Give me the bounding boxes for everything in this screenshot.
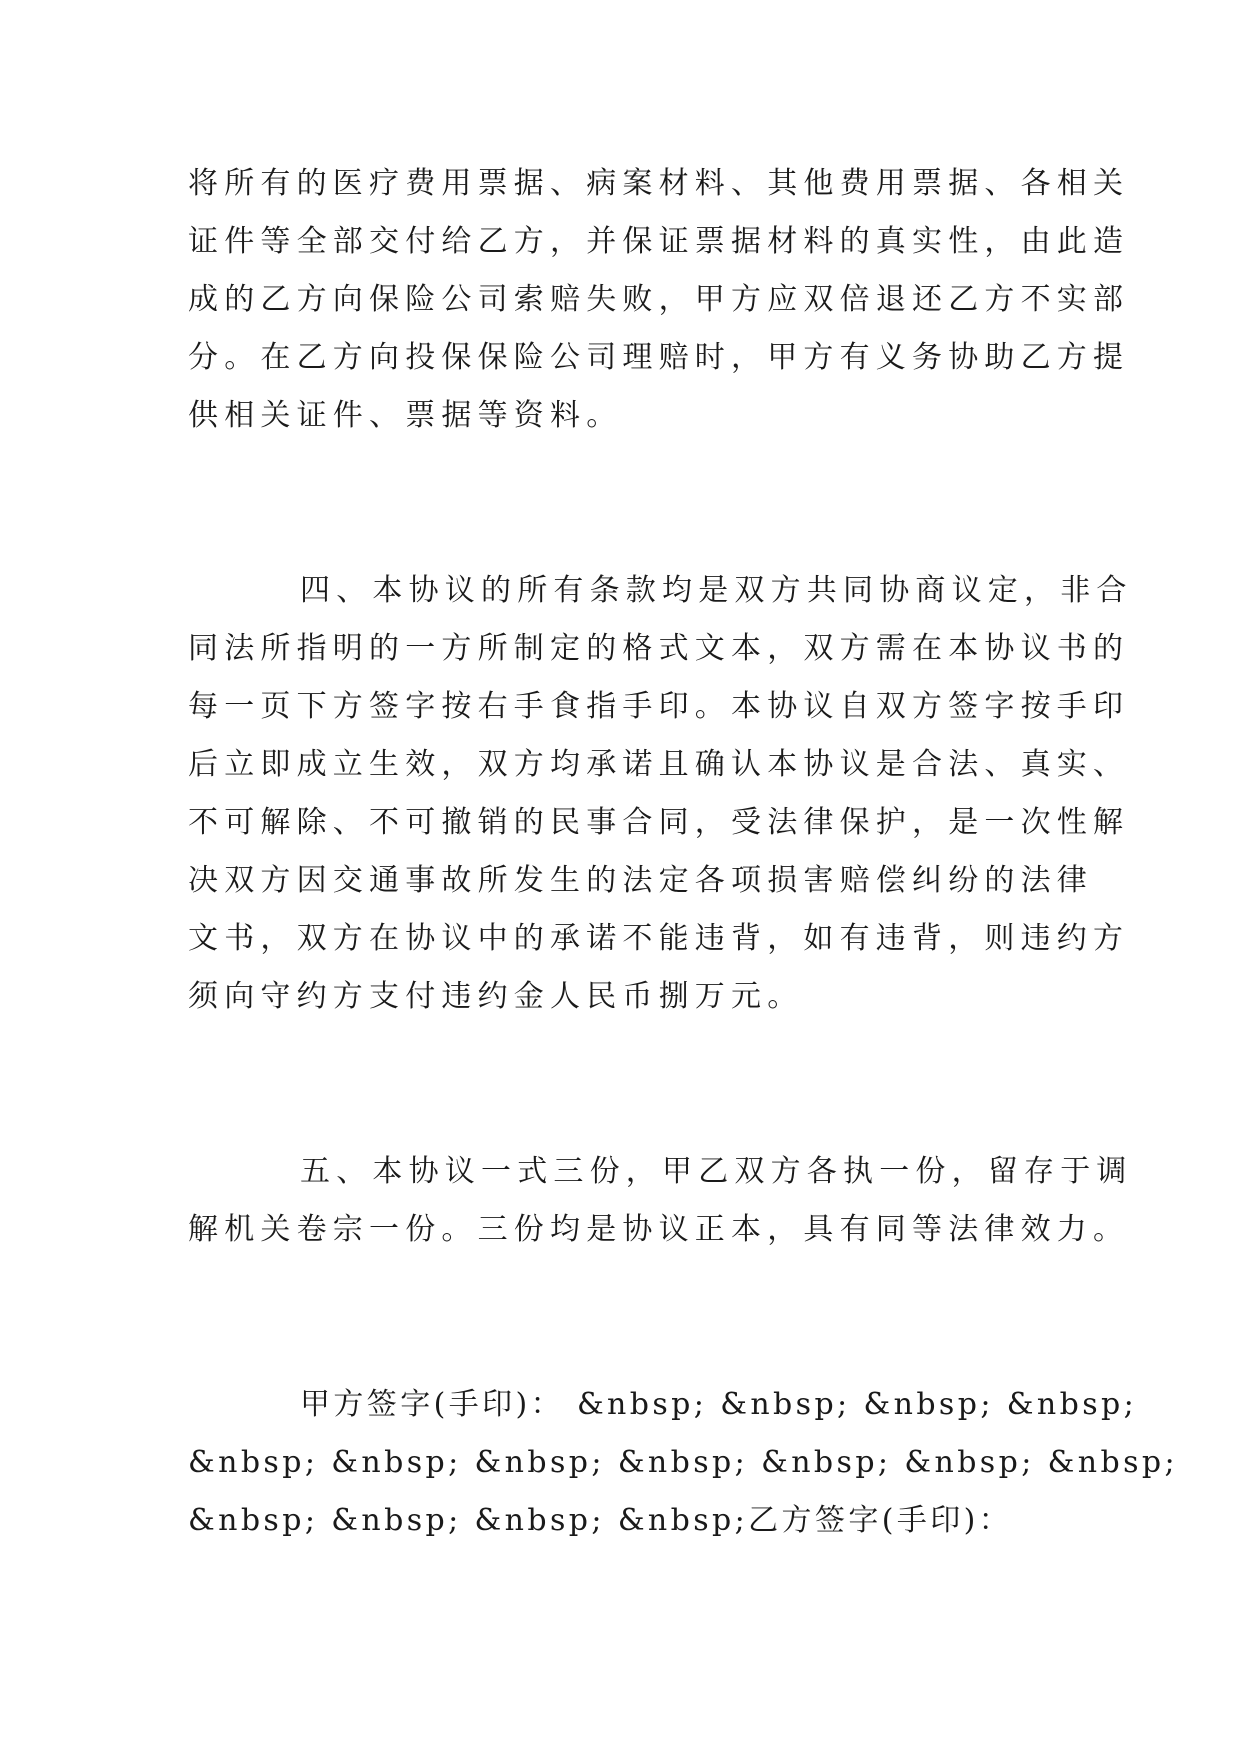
clause-four-line-8: 须向守约方支付违约金人民币捌万元。	[188, 979, 804, 1014]
clause-four-line-4: 后立即成立生效，双方均承诺且确认本协议是合法、真实、	[188, 747, 1130, 782]
clause-four-line-5: 不可解除、不可撤销的民事合同，受法律保护，是一次性解	[188, 805, 1130, 840]
paragraph-1-line-3: 成的乙方向保险公司索赔失败，甲方应双倍退还乙方不实部	[188, 282, 1130, 317]
signature-line-1: 甲方签字(手印)： &nbsp; &nbsp; &nbsp; &nbsp;	[300, 1387, 1138, 1422]
clause-five-line-1: 五、本协议一式三份，甲乙双方各执一份，留存于调	[300, 1154, 1133, 1189]
clause-four-line-2: 同法所指明的一方所制定的格式文本，双方需在本协议书的	[188, 631, 1130, 666]
clause-four-line-7: 文书，双方在协议中的承诺不能违背，如有违背，则违约方	[188, 921, 1130, 956]
paragraph-1-line-5: 供相关证件、票据等资料。	[188, 398, 623, 433]
clause-five-line-2: 解机关卷宗一份。三份均是协议正本，具有同等法律效力。	[188, 1212, 1130, 1247]
paragraph-1-line-1: 将所有的医疗费用票据、病案材料、其他费用票据、各相关	[188, 166, 1130, 201]
clause-four-line-6: 决双方因交通事故所发生的法定各项损害赔偿纠纷的法律	[188, 863, 1093, 898]
clause-four-line-1: 四、本协议的所有条款均是双方共同协商议定，非合	[300, 573, 1133, 608]
signature-line-2: &nbsp; &nbsp; &nbsp; &nbsp; &nbsp; &nbsp; &nbsp;	[188, 1445, 1178, 1480]
paragraph-1-line-2: 证件等全部交付给乙方，并保证票据材料的真实性，由此造	[188, 224, 1130, 259]
signature-line-3: &nbsp; &nbsp; &nbsp; &nbsp;乙方签字(手印)：	[188, 1503, 1013, 1538]
clause-four-line-3: 每一页下方签字按右手食指手印。本协议自双方签字按手印	[188, 689, 1130, 724]
paragraph-1-line-4: 分。在乙方向投保保险公司理赔时，甲方有义务协助乙方提	[188, 340, 1130, 375]
